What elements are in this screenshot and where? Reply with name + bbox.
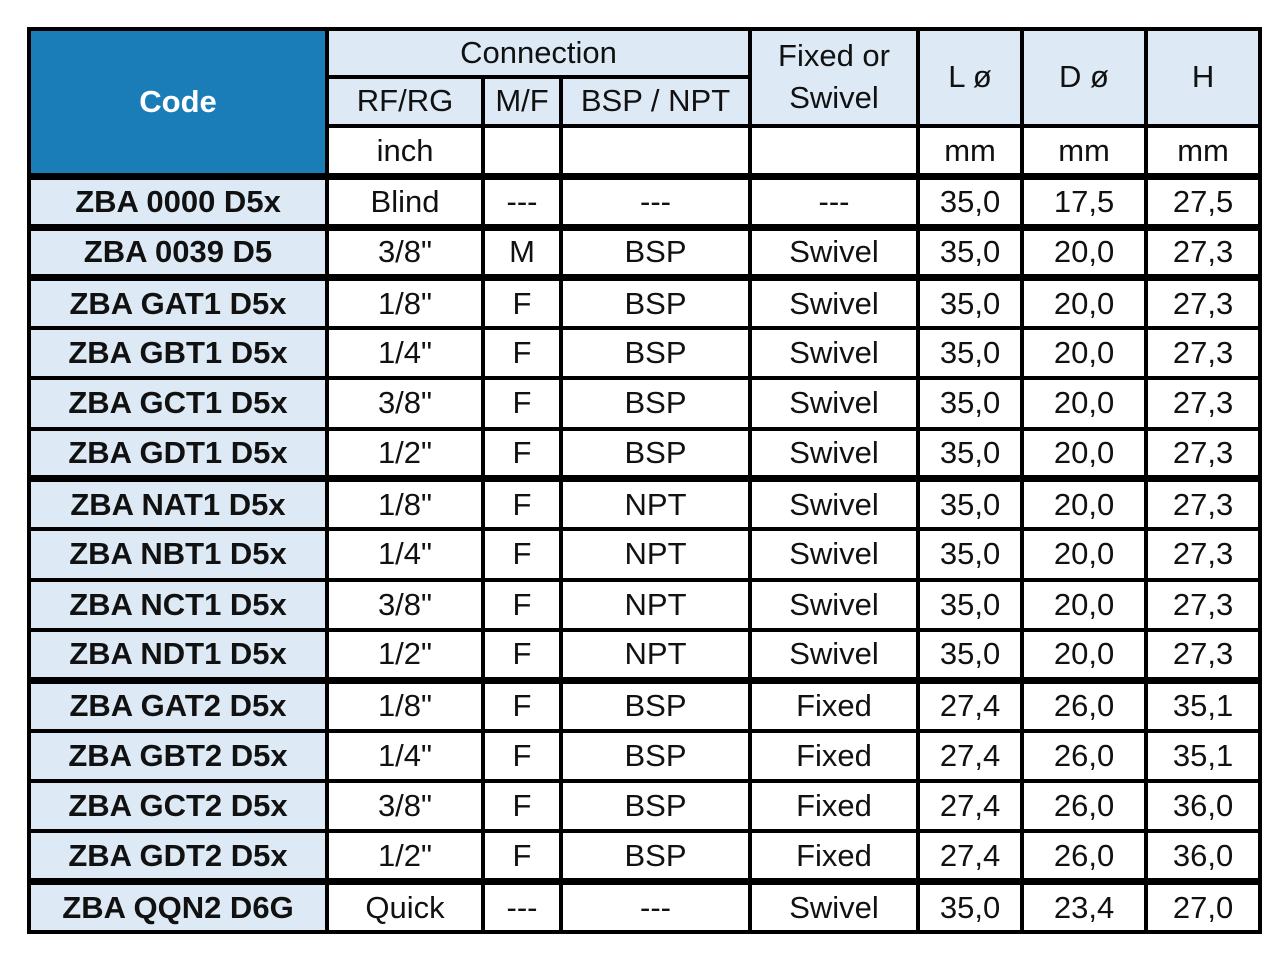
h-cell: 27,3 [1146, 328, 1260, 378]
rf-rg-cell: 1/8" [327, 479, 483, 529]
l-diameter-cell: 35,0 [918, 580, 1022, 630]
l-diameter-cell: 35,0 [918, 429, 1022, 479]
rf-rg-cell: 1/2" [327, 831, 483, 881]
rf-rg-cell: 1/4" [327, 529, 483, 579]
bsp-npt-cell: BSP [561, 680, 750, 730]
l-diameter-cell: 35,0 [918, 227, 1022, 277]
d-diameter-cell: 20,0 [1022, 227, 1146, 277]
bsp-npt-cell: NPT [561, 580, 750, 630]
l-diameter-unit: mm [918, 126, 1022, 177]
fixed-or-swivel-cell: Fixed [750, 781, 918, 831]
fixed-or-swivel-cell: Fixed [750, 731, 918, 781]
h-header: H [1146, 29, 1260, 126]
bsp-npt-cell: BSP [561, 429, 750, 479]
l-diameter-cell: 35,0 [918, 529, 1022, 579]
bsp-npt-header: BSP / NPT [561, 77, 750, 125]
code-cell: ZBA GDT1 D5x [29, 429, 327, 479]
m-f-cell: F [483, 630, 561, 680]
m-f-cell: F [483, 378, 561, 428]
rf-rg-cell: 1/2" [327, 429, 483, 479]
rf-rg-cell: 1/8" [327, 680, 483, 730]
code-cell: ZBA NAT1 D5x [29, 479, 327, 529]
fixed-or-swivel-cell: Swivel [750, 882, 918, 932]
m-f-cell: F [483, 680, 561, 730]
bsp-npt-cell: --- [561, 177, 750, 227]
h-cell: 36,0 [1146, 831, 1260, 881]
d-diameter-cell: 20,0 [1022, 529, 1146, 579]
d-diameter-cell: 26,0 [1022, 831, 1146, 881]
m-f-unit [483, 126, 561, 177]
h-cell: 35,1 [1146, 680, 1260, 730]
table-row [29, 177, 1260, 227]
code-cell: ZBA 0000 D5x [29, 177, 327, 227]
code-cell: ZBA GCT1 D5x [29, 378, 327, 428]
l-diameter-cell: 27,4 [918, 731, 1022, 781]
d-diameter-cell: 20,0 [1022, 328, 1146, 378]
l-diameter-cell: 35,0 [918, 177, 1022, 227]
code-cell: ZBA GAT1 D5x [29, 278, 327, 328]
table-row [29, 479, 1260, 529]
h-cell: 27,5 [1146, 177, 1260, 227]
h-cell: 27,3 [1146, 227, 1260, 277]
l-diameter-cell: 35,0 [918, 378, 1022, 428]
fixed-or-swivel-cell: Swivel [750, 479, 918, 529]
m-f-cell: F [483, 278, 561, 328]
code-cell: ZBA GAT2 D5x [29, 680, 327, 730]
rf-rg-cell: 1/4" [327, 328, 483, 378]
h-cell: 27,3 [1146, 529, 1260, 579]
connection-group-header: Connection [327, 29, 750, 77]
m-f-header: M/F [483, 77, 561, 125]
l-diameter-cell: 27,4 [918, 781, 1022, 831]
h-cell: 27,3 [1146, 479, 1260, 529]
bsp-npt-cell: BSP [561, 227, 750, 277]
bsp-npt-cell: BSP [561, 731, 750, 781]
table-row [29, 680, 1260, 730]
d-diameter-cell: 26,0 [1022, 781, 1146, 831]
l-diameter-cell: 35,0 [918, 278, 1022, 328]
table-row [29, 731, 1260, 781]
table-row [29, 278, 1260, 328]
fixed-or-swivel-cell: Swivel [750, 328, 918, 378]
fixed-or-swivel-cell: Fixed [750, 680, 918, 730]
fixed-or-swivel-cell: Swivel [750, 630, 918, 680]
rf-rg-cell: Blind [327, 177, 483, 227]
bsp-npt-cell: BSP [561, 378, 750, 428]
d-diameter-cell: 20,0 [1022, 378, 1146, 428]
bsp-npt-cell: --- [561, 882, 750, 932]
fixed-or-swivel-cell: Swivel [750, 378, 918, 428]
m-f-cell: F [483, 328, 561, 378]
code-cell: ZBA NCT1 D5x [29, 580, 327, 630]
fixed-or-swivel-cell: Swivel [750, 529, 918, 579]
rf-rg-cell: Quick [327, 882, 483, 932]
d-diameter-cell: 20,0 [1022, 479, 1146, 529]
bsp-npt-cell: NPT [561, 529, 750, 579]
h-cell: 27,3 [1146, 580, 1260, 630]
fitting-spec-table [27, 27, 1262, 934]
fixed-or-swivel-cell: Swivel [750, 278, 918, 328]
fixed-or-swivel-cell: --- [750, 177, 918, 227]
fixed-or-swivel-cell: Swivel [750, 429, 918, 479]
code-cell: ZBA 0039 D5 [29, 227, 327, 277]
table-row [29, 831, 1260, 881]
l-diameter-header: L ø [918, 29, 1022, 126]
rf-rg-cell: 1/4" [327, 731, 483, 781]
l-diameter-cell: 27,4 [918, 680, 1022, 730]
code-cell: ZBA GBT2 D5x [29, 731, 327, 781]
bsp-npt-cell: BSP [561, 831, 750, 881]
m-f-cell: --- [483, 882, 561, 932]
bsp-npt-cell: NPT [561, 630, 750, 680]
d-diameter-cell: 23,4 [1022, 882, 1146, 932]
h-unit: mm [1146, 126, 1260, 177]
code-column-header: Code [29, 29, 327, 177]
m-f-cell: F [483, 429, 561, 479]
code-cell: ZBA GBT1 D5x [29, 328, 327, 378]
d-diameter-cell: 26,0 [1022, 731, 1146, 781]
h-cell: 35,1 [1146, 731, 1260, 781]
rf-rg-cell: 3/8" [327, 378, 483, 428]
m-f-cell: F [483, 479, 561, 529]
d-diameter-cell: 20,0 [1022, 580, 1146, 630]
table-row [29, 328, 1260, 378]
m-f-cell: F [483, 831, 561, 881]
fixed-or-swivel-header: Fixed or Swivel [750, 29, 918, 126]
table-row [29, 580, 1260, 630]
l-diameter-cell: 35,0 [918, 630, 1022, 680]
bsp-npt-cell: BSP [561, 781, 750, 831]
d-diameter-cell: 20,0 [1022, 630, 1146, 680]
table-row [29, 882, 1260, 932]
bsp-npt-cell: BSP [561, 278, 750, 328]
h-cell: 27,3 [1146, 429, 1260, 479]
rf-rg-header: RF/RG [327, 77, 483, 125]
fixed-or-swivel-cell: Swivel [750, 227, 918, 277]
l-diameter-cell: 35,0 [918, 479, 1022, 529]
d-diameter-cell: 17,5 [1022, 177, 1146, 227]
code-cell: ZBA NBT1 D5x [29, 529, 327, 579]
h-cell: 36,0 [1146, 781, 1260, 831]
l-diameter-cell: 35,0 [918, 328, 1022, 378]
m-f-cell: --- [483, 177, 561, 227]
d-diameter-unit: mm [1022, 126, 1146, 177]
h-cell: 27,3 [1146, 278, 1260, 328]
table-row [29, 630, 1260, 680]
table-row [29, 227, 1260, 277]
d-diameter-cell: 20,0 [1022, 429, 1146, 479]
bsp-npt-unit [561, 126, 750, 177]
d-diameter-cell: 26,0 [1022, 680, 1146, 730]
fixed-or-swivel-cell: Swivel [750, 580, 918, 630]
fixed-or-swivel-unit [750, 126, 918, 177]
code-cell: ZBA GDT2 D5x [29, 831, 327, 881]
rf-rg-cell: 3/8" [327, 781, 483, 831]
rf-rg-cell: 1/2" [327, 630, 483, 680]
header-row-1 [29, 29, 1260, 77]
table-row [29, 378, 1260, 428]
code-cell: ZBA QQN2 D6G [29, 882, 327, 932]
d-diameter-header: D ø [1022, 29, 1146, 126]
code-cell: ZBA GCT2 D5x [29, 781, 327, 831]
d-diameter-cell: 20,0 [1022, 278, 1146, 328]
code-cell: ZBA NDT1 D5x [29, 630, 327, 680]
rf-rg-cell: 3/8" [327, 227, 483, 277]
m-f-cell: F [483, 580, 561, 630]
rf-rg-unit: inch [327, 126, 483, 177]
m-f-cell: F [483, 731, 561, 781]
fixed-or-swivel-cell: Fixed [750, 831, 918, 881]
bsp-npt-cell: NPT [561, 479, 750, 529]
l-diameter-cell: 35,0 [918, 882, 1022, 932]
m-f-cell: M [483, 227, 561, 277]
m-f-cell: F [483, 529, 561, 579]
m-f-cell: F [483, 781, 561, 831]
table-row [29, 781, 1260, 831]
h-cell: 27,0 [1146, 882, 1260, 932]
bsp-npt-cell: BSP [561, 328, 750, 378]
table-row [29, 429, 1260, 479]
table-row [29, 529, 1260, 579]
l-diameter-cell: 27,4 [918, 831, 1022, 881]
h-cell: 27,3 [1146, 630, 1260, 680]
h-cell: 27,3 [1146, 378, 1260, 428]
rf-rg-cell: 3/8" [327, 580, 483, 630]
rf-rg-cell: 1/8" [327, 278, 483, 328]
